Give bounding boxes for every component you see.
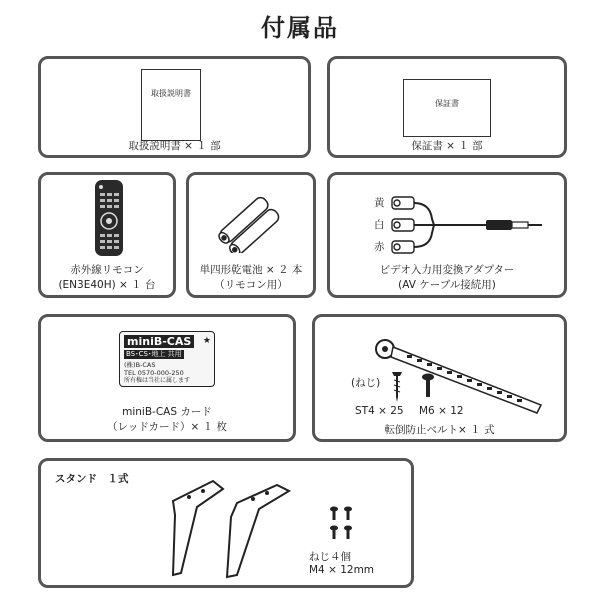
warranty-caption: 保証書 × １ 部 xyxy=(411,140,483,152)
batteries-box xyxy=(186,172,316,298)
belt-screw2-label: M6 × 12 xyxy=(419,405,464,417)
adapter-label-white: 白 xyxy=(374,219,385,231)
star-icon: ★ xyxy=(202,336,211,346)
adapter-label-red: 赤 xyxy=(374,241,385,253)
bcas-caption-line2: （レッドカード）× １ 枚 xyxy=(106,421,228,433)
bcas-card-note: 所有権は当社に属します xyxy=(124,377,191,384)
belt-screw1-label: ST4 × 25 xyxy=(355,405,404,417)
batteries-caption-line1: 単四形乾電池 × ２ 本 xyxy=(199,264,303,276)
belt-screw-label: (ねじ) xyxy=(351,377,381,389)
remote-box xyxy=(38,172,176,298)
adapter-label-yellow: 黄 xyxy=(374,197,385,209)
bcas-caption-line1: miniB-CAS カード xyxy=(122,406,212,418)
warranty-document-label: 保証書 xyxy=(435,99,459,108)
stand-screws-line1: ねじ４個 xyxy=(309,551,351,563)
belt-caption: 転倒防止ベルト× １ 式 xyxy=(384,424,495,436)
remote-caption-line2: (EN3E40H) × １ 台 xyxy=(58,279,156,291)
machine-screw-icon xyxy=(421,373,435,399)
batteries-icon xyxy=(211,193,291,253)
stand-screws-line2: M4 × 12mm xyxy=(309,564,375,576)
warranty-box xyxy=(327,56,567,158)
adapter-box xyxy=(327,172,567,298)
stand-label: スタンド １式 xyxy=(55,473,129,485)
bcas-card-line1: BS･CS･地上 共用 xyxy=(126,350,182,358)
bcas-card-company: (株)B-CAS xyxy=(124,361,156,369)
manual-document-label: 取扱説明書 xyxy=(151,89,191,98)
wood-screw-icon xyxy=(391,369,403,403)
belt-box xyxy=(312,314,567,442)
manual-box xyxy=(38,56,311,158)
bcas-box xyxy=(38,314,296,442)
batteries-caption-line2: （リモコン用） xyxy=(214,279,288,291)
adapter-caption-line2: (AV ケーブル接続用) xyxy=(398,279,496,291)
stand-box xyxy=(38,458,414,588)
stand-legs-icon xyxy=(151,475,311,581)
manual-caption: 取扱説明書 × １ 部 xyxy=(128,140,221,152)
remote-control-icon xyxy=(89,179,129,257)
stand-screws-icon xyxy=(327,505,357,545)
adapter-caption-line1: ビデオ入力用変換アダプター xyxy=(379,264,515,276)
page-title: 付属品 xyxy=(261,14,339,42)
warranty-document-image xyxy=(403,79,491,137)
remote-caption-line1: 赤外線リモコン xyxy=(70,264,144,276)
bcas-card-tel: TEL 0570-000-250 xyxy=(124,369,184,377)
av-adapter-cable-icon xyxy=(388,189,558,265)
bcas-card-image xyxy=(119,331,215,387)
bcas-card-title: miniB-CAS xyxy=(124,335,194,348)
manual-document-image xyxy=(141,69,201,141)
